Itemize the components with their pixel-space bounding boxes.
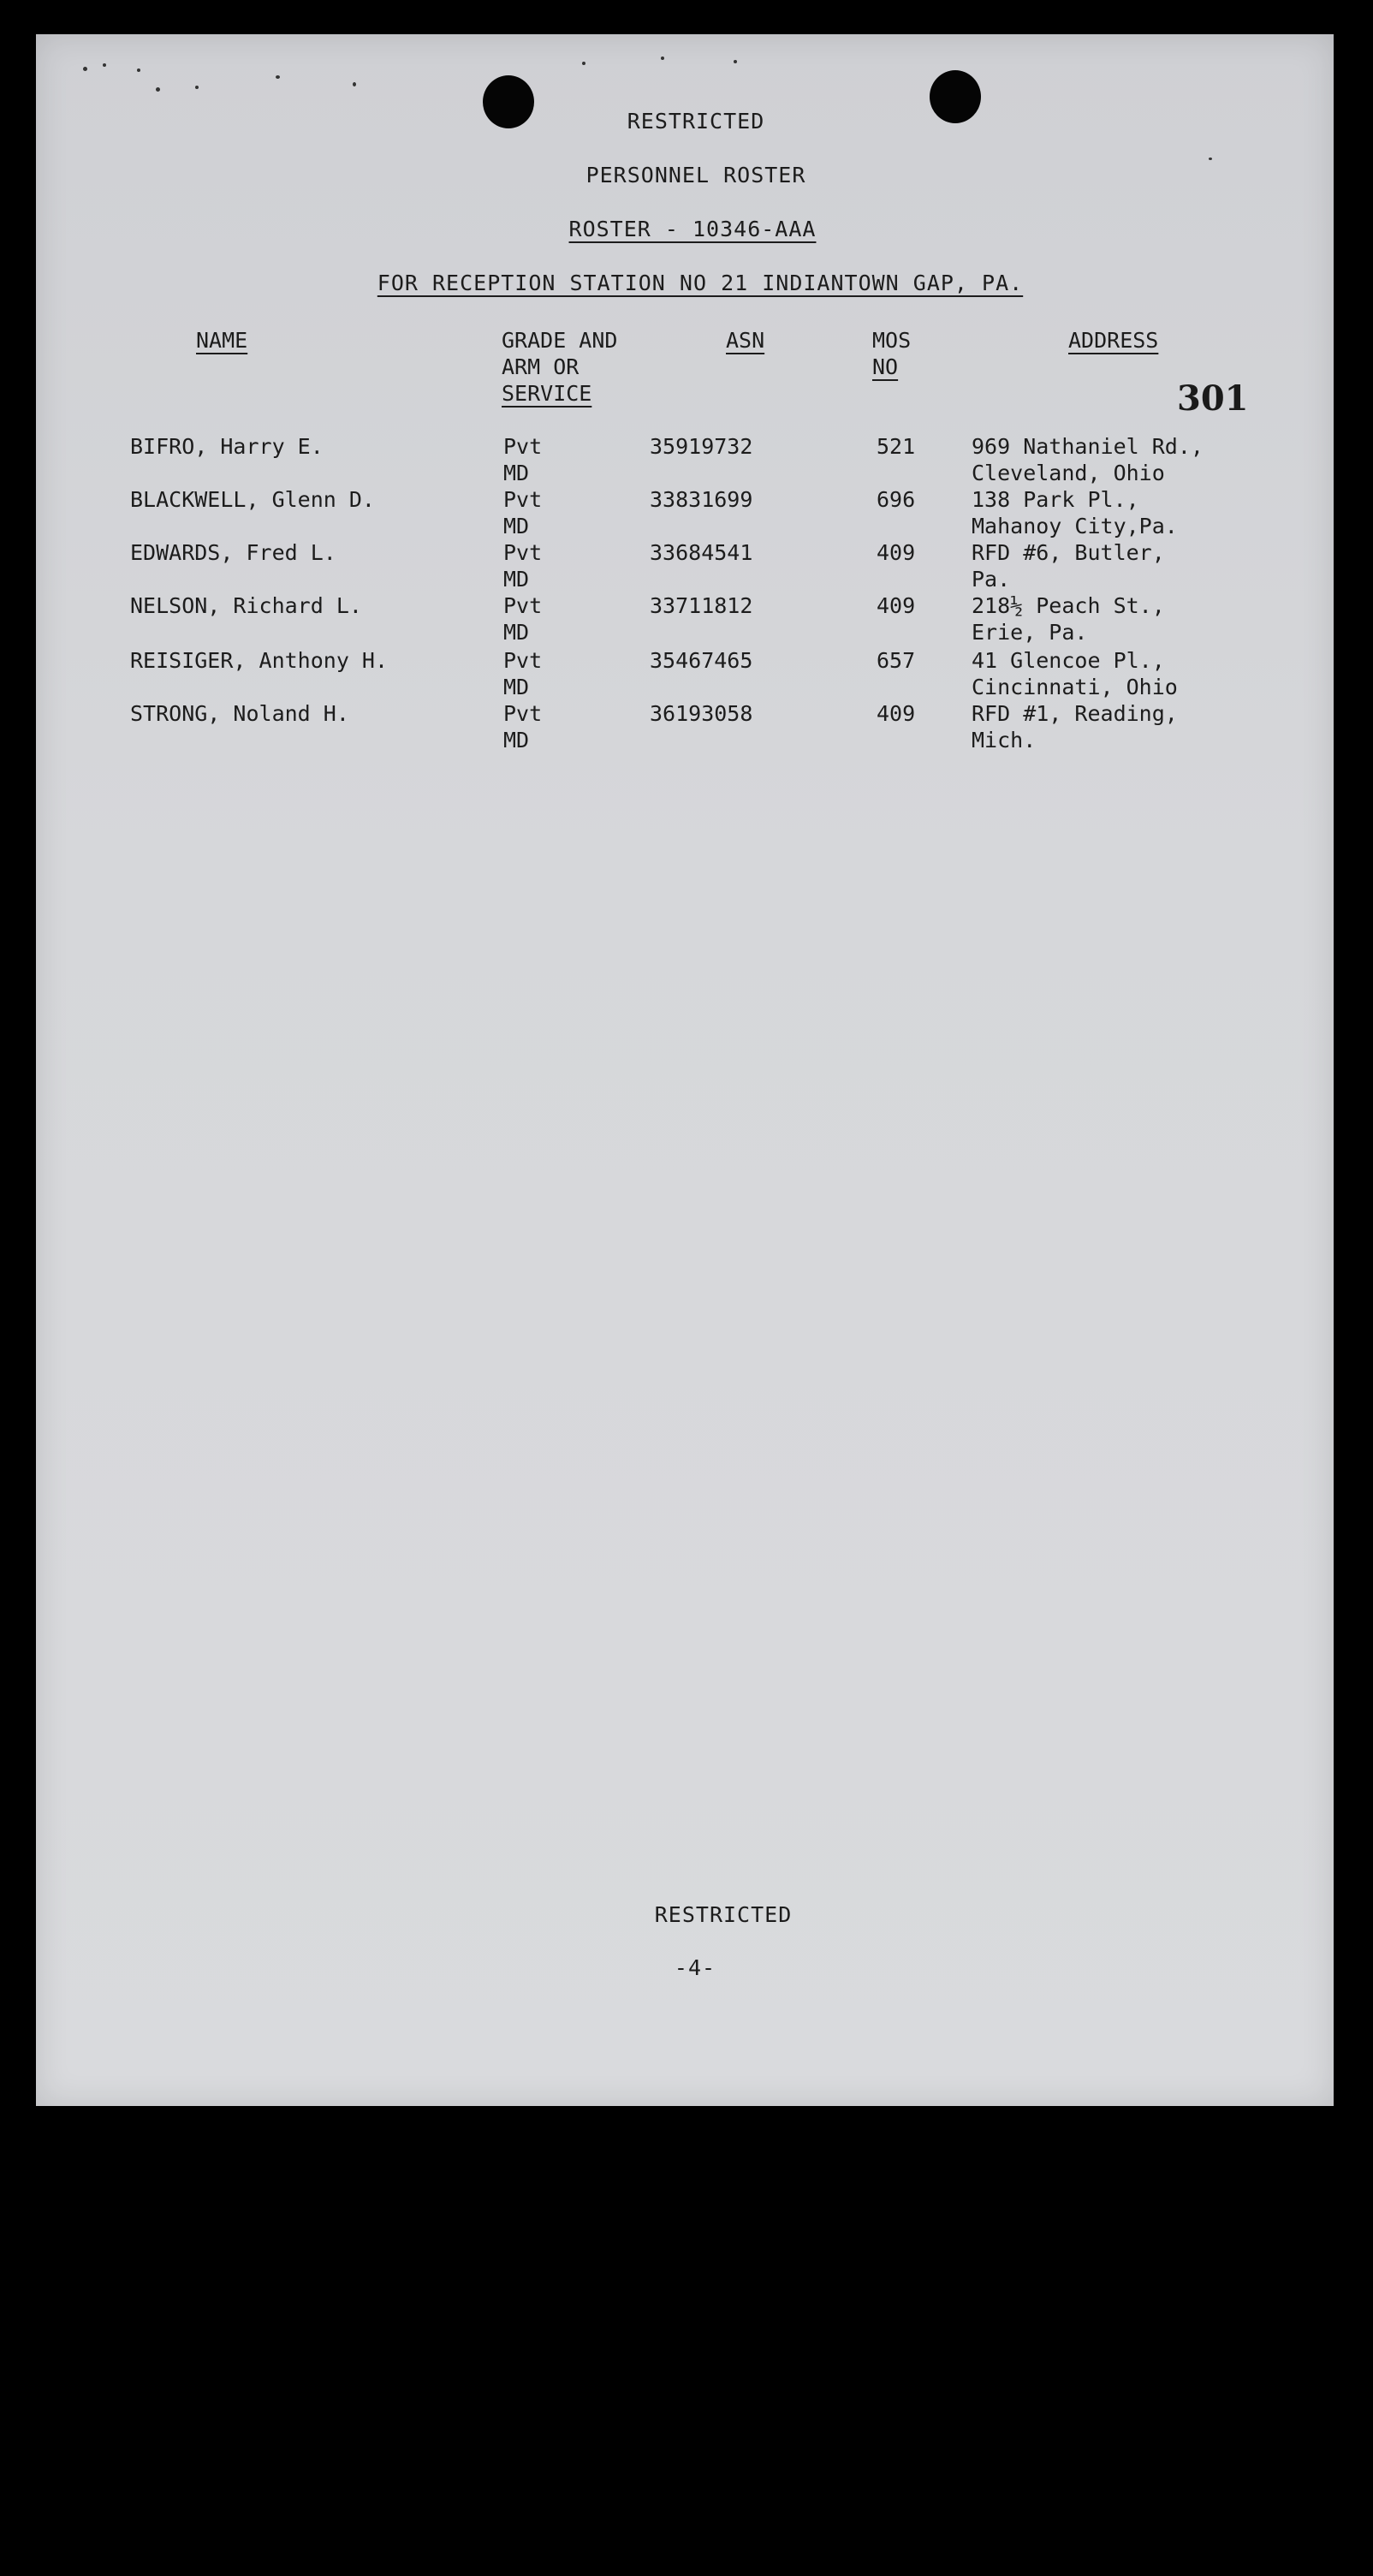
service-value: MD <box>503 514 530 538</box>
roster-row-address <box>972 592 1165 645</box>
reception-station: FOR RECEPTION STATION NO 21 INDIANTOWN GAP, PA. <box>377 271 1024 295</box>
roster-row-grade <box>503 592 542 645</box>
paper-speck <box>734 60 737 63</box>
roster-row-grade <box>503 700 542 753</box>
service-value: MD <box>503 461 530 485</box>
grade-value: Pvt <box>503 593 543 618</box>
address-line1: RFD #1, Reading, <box>972 701 1178 726</box>
document-title: PERSONNEL ROSTER <box>585 163 806 187</box>
roster-row-address <box>972 647 1178 700</box>
roster-number: ROSTER - 10346-AAA <box>568 217 817 241</box>
address-line1: 41 Glencoe Pl., <box>972 648 1165 673</box>
paper-speck <box>103 63 106 67</box>
roster-row-asn: 33711812 <box>650 593 753 618</box>
address-line2: Erie, Pa. <box>972 620 1088 645</box>
service-value: MD <box>503 675 530 699</box>
grade-value: Pvt <box>503 648 543 673</box>
paper-speck <box>353 82 356 86</box>
grade-value: Pvt <box>503 487 543 512</box>
grade-value: Pvt <box>503 434 543 459</box>
page-stamp-number: 301 <box>1177 378 1249 419</box>
address-line1: 969 Nathaniel Rd., <box>972 434 1204 459</box>
column-header-grade <box>502 327 617 407</box>
roster-row-mos: 409 <box>877 540 916 565</box>
grade-header-line2: ARM OR <box>502 354 580 379</box>
roster-row-grade <box>503 433 542 486</box>
address-line1: RFD #6, Butler, <box>972 540 1165 565</box>
service-value: MD <box>503 728 530 753</box>
paper-speck <box>661 57 664 60</box>
roster-row-grade <box>503 486 542 539</box>
paper-speck <box>582 62 585 65</box>
service-value: MD <box>503 620 530 645</box>
roster-row-asn: 33684541 <box>650 540 753 565</box>
address-line2: Cincinnati, Ohio <box>972 675 1178 699</box>
roster-row-asn: 36193058 <box>650 701 753 726</box>
roster-row-mos: 409 <box>877 593 916 618</box>
roster-row-grade <box>503 647 542 700</box>
paper-speck <box>195 86 199 89</box>
roster-row-mos: 657 <box>877 648 916 673</box>
classification-bottom: RESTRICTED <box>654 1902 793 1927</box>
classification-top: RESTRICTED <box>627 109 765 134</box>
paper-speck <box>276 75 280 79</box>
roster-row-name: STRONG, Noland H. <box>130 701 349 726</box>
address-line2: Mich. <box>972 728 1037 753</box>
roster-row-name: EDWARDS, Fred L. <box>130 540 336 565</box>
grade-header-line3: SERVICE <box>502 381 592 406</box>
roster-row-name: BLACKWELL, Glenn D. <box>130 487 375 512</box>
roster-row-mos: 521 <box>877 434 916 459</box>
service-value: MD <box>503 567 530 592</box>
grade-value: Pvt <box>503 540 543 565</box>
roster-row-address <box>972 700 1178 753</box>
roster-row-name: BIFRO, Harry E. <box>130 434 324 459</box>
address-line1: 138 Park Pl., <box>972 487 1139 512</box>
paper-speck <box>83 67 87 71</box>
address-line2: Cleveland, Ohio <box>972 461 1165 485</box>
paper-speck <box>137 68 140 72</box>
roster-row-asn: 35919732 <box>650 434 753 459</box>
column-header-asn: ASN <box>726 328 765 353</box>
roster-row-mos: 409 <box>877 701 916 726</box>
address-line2: Mahanoy City,Pa. <box>972 514 1178 538</box>
column-header-mos <box>872 327 911 380</box>
paper-speck <box>156 87 160 92</box>
roster-page <box>36 34 1334 2106</box>
roster-row-grade <box>503 539 542 592</box>
roster-row-name: NELSON, Richard L. <box>130 593 362 618</box>
paper-speck <box>1209 158 1212 160</box>
column-header-address: ADDRESS <box>1068 328 1159 353</box>
roster-row-address <box>972 486 1178 539</box>
roster-row-asn: 33831699 <box>650 487 753 512</box>
mos-header-line2: NO <box>872 354 899 379</box>
column-header-name: NAME <box>196 328 248 353</box>
roster-row-asn: 35467465 <box>650 648 753 673</box>
roster-row-name: REISIGER, Anthony H. <box>130 648 389 673</box>
roster-row-address <box>972 539 1165 592</box>
roster-row-address <box>972 433 1204 486</box>
address-line1: 218½ Peach St., <box>972 593 1165 618</box>
mos-header-line1: MOS <box>872 328 912 353</box>
page-footer-number: -4- <box>674 1955 716 1980</box>
address-line2: Pa. <box>972 567 1011 592</box>
grade-header-line1: GRADE AND <box>502 328 618 353</box>
roster-row-mos: 696 <box>877 487 916 512</box>
grade-value: Pvt <box>503 701 543 726</box>
